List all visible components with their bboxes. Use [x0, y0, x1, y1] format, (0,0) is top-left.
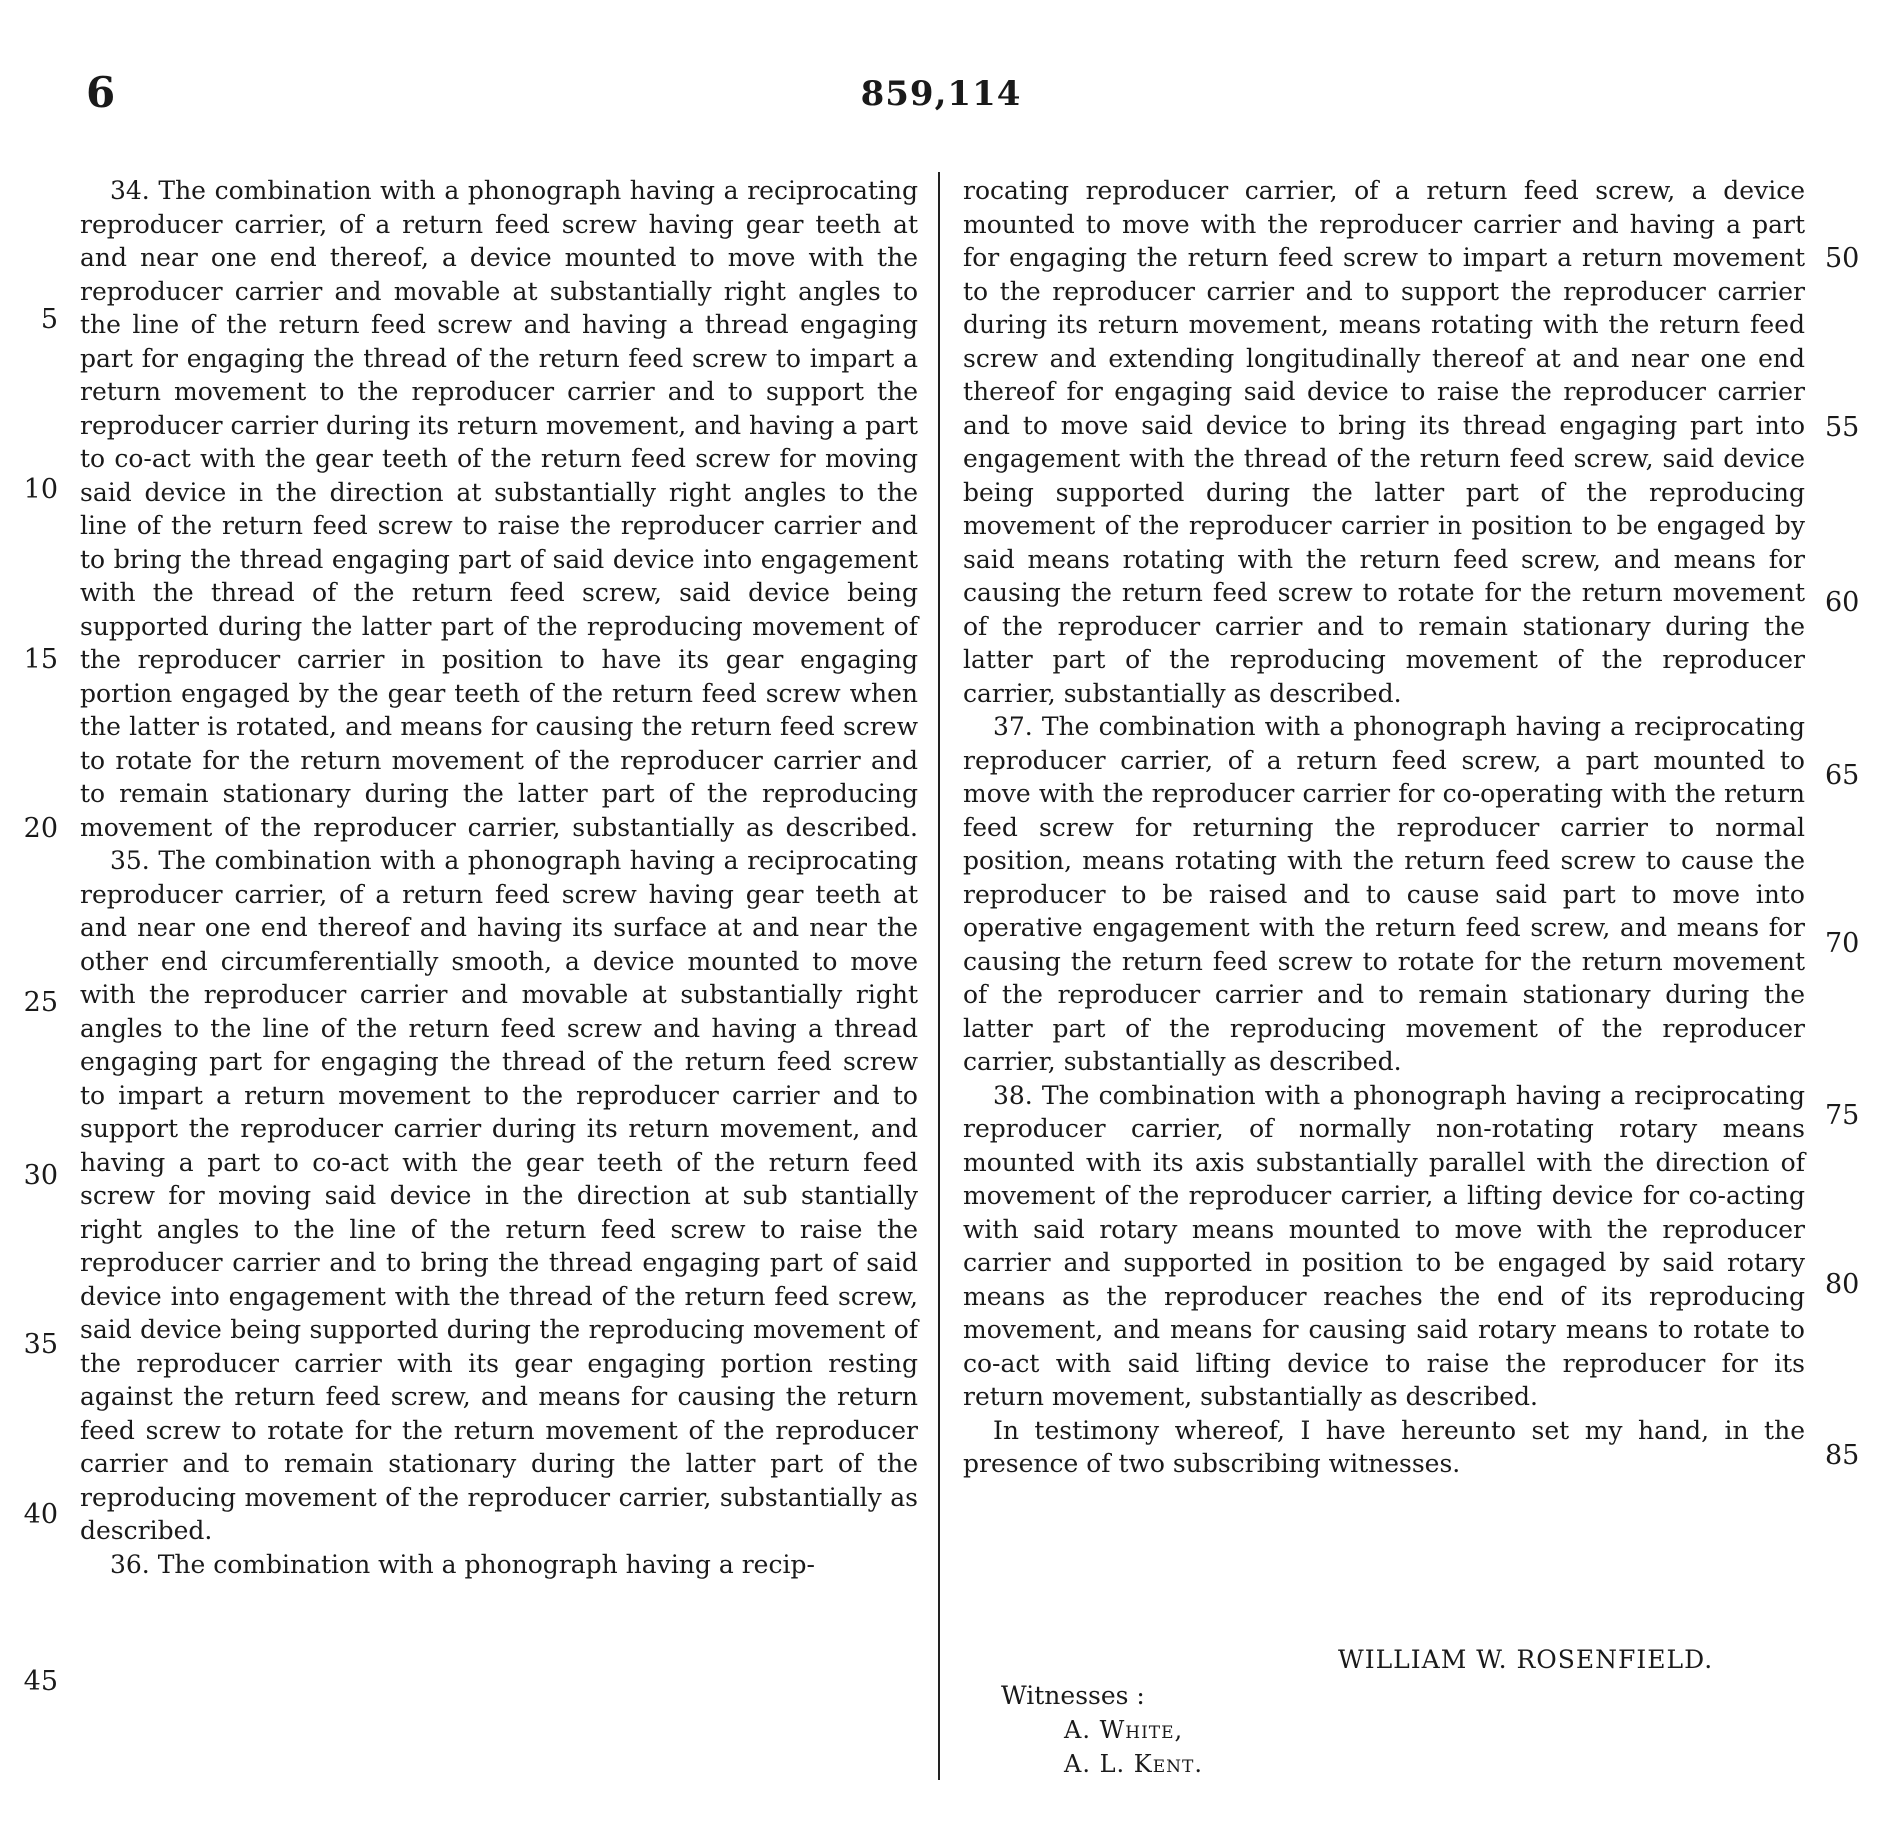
right-column	[963, 174, 1805, 1481]
claim-34: 34. The combination with a phonograph having a reciprocating reproducer carrier, of a return feed screw having gear teeth at and near one end thereof, a device mounted to move with the reproducer carrier and movable at substantially right angles to the line of the return feed screw and having a thread engaging part for engaging the thread of the return feed screw to impart a return movement to the reproducer carrier and to support the reproducer carrier during its return movement, and having a part to co-act with the gear teeth of the return feed screw for moving said device in the direction at substantially right angles to the line of the return feed screw to raise the reproducer carrier and to bring the thread engaging part of said device into engagement with the thread of the return feed screw, said device being supported during the latter part of the reproducing movement of the reproducer carrier in position to have its gear engaging portion engaged by the gear teeth of the return feed screw when the latter is rotated, and means for causing the return feed screw to rotate for the return movement of the reproducer carrier and to remain stationary during the latter part of the reproducing movement of the reproducer carrier, substantially as described.	[80, 176, 918, 842]
claim-36-end: rocating reproducer carrier, of a return feed screw, a device mounted to move with the reproducer carrier and having a part for engaging the return feed screw to impart a return movement to the reproducer carrier and to support the reproducer carrier during its return movement, means rotating with the return feed screw and extending longitudinally thereof at and near one end thereof for engaging said device to raise the reproducer carrier and to move said device to bring its thread engaging part into engagement with the thread of the return feed screw, said device being supported during the latter part of the reproducing movement of the reproducer carrier in position to be engaged by said means rotating with the return feed screw, and means for causing the return feed screw to rotate for the return movement of the reproducer carrier and to remain stationary during the latter part of the reproducing movement of the reproducer carrier, substantially as described.	[963, 176, 1805, 708]
line-number-right: 75	[1825, 1100, 1860, 1131]
line-number-left: 35	[23, 1329, 58, 1360]
claim-36-start: 36. The combination with a phonograph having a recip-	[110, 1549, 815, 1579]
claim-37: 37. The combination with a phonograph having a reciprocating reproducer carrier, of a return feed screw, a part mounted to move with the reproducer carrier for co-operating with the return feed screw for returning the reproducer carrier to normal position, means rotating with the return feed screw to cause the reproducer to be raised and to cause said part to move into operative engagement with the return feed screw, and means for causing the return feed screw to rotate for the return movement of the reproducer carrier and to remain stationary during the latter part of the reproducing movement of the reproducer carrier, substantially as described.	[963, 712, 1805, 1076]
line-number-right: 65	[1825, 760, 1860, 791]
line-number-left: 15	[23, 644, 58, 675]
line-number-left: 45	[23, 1666, 58, 1697]
column-divider	[938, 172, 940, 1780]
witness-2: A. L. Kent.	[1064, 1750, 1203, 1778]
line-number-left: 25	[23, 987, 58, 1018]
line-number-right: 60	[1825, 587, 1860, 618]
left-column	[80, 174, 918, 1581]
signature-name: WILLIAM W. ROSENFIELD.	[1338, 1645, 1714, 1674]
witnesses-label: Witnesses :	[1001, 1681, 1145, 1710]
line-number-right: 55	[1825, 412, 1860, 443]
testimony-clause: In testimony whereof, I have hereunto set my hand, in the presence of two subscribing witnesses.	[963, 1415, 1805, 1478]
claim-35: 35. The combination with a phonograph having a reciprocating reproducer carrier, of a return feed screw having gear teeth at and near one end thereof and having its surface at and near the other end circumferentially smooth, a device mounted to move with the reproducer carrier and movable at substantially right angles to the line of the return feed screw and having a thread engaging part for engaging the thread of the return feed screw to impart a return movement to the reproducer carrier and to support the reproducer carrier during its return movement, and having a part to co-act with the gear teeth of the return feed screw for moving said device in the direction at sub stantially right angles to the line of the return feed screw to raise the reproducer carrier and to bring the thread engaging part of said device into engagement with the thread of the return feed screw, said device being supported during the reproducing movement of the reproducer carrier with its gear engaging portion resting against the return feed screw, and means for causing the return feed screw to rotate for the return movement of the reproducer carrier and to remain stationary during the latter part of the reproducing movement of the reproducer carrier, substantially as described.	[80, 846, 918, 1545]
page-number: 6	[86, 68, 116, 117]
line-number-left: 10	[23, 474, 58, 505]
line-number-left: 20	[23, 813, 58, 844]
line-number-left: 30	[23, 1160, 58, 1191]
line-number-right: 80	[1825, 1269, 1860, 1300]
line-number-right: 50	[1825, 243, 1860, 274]
witness-1: A. White,	[1064, 1716, 1184, 1744]
line-number-left: 40	[23, 1499, 58, 1530]
patent-number: 859,114	[860, 74, 1022, 114]
line-number-right: 85	[1825, 1440, 1860, 1471]
claim-38: 38. The combination with a phonograph having a reciprocating reproducer carrier, of normally non-rotating rotary means mounted with its axis substantially parallel with the direction of movement of the reproducer carrier, a lifting device for co-acting with said rotary means mounted to move with the reproducer carrier and supported in position to be engaged by said rotary means as the reproducer reaches the end of its reproducing movement, and means for causing said rotary means to rotate to co-act with said lifting device to raise the reproducer for its return movement, substantially as described.	[963, 1080, 1805, 1411]
line-number-left: 5	[40, 304, 58, 335]
line-number-right: 70	[1825, 928, 1860, 959]
